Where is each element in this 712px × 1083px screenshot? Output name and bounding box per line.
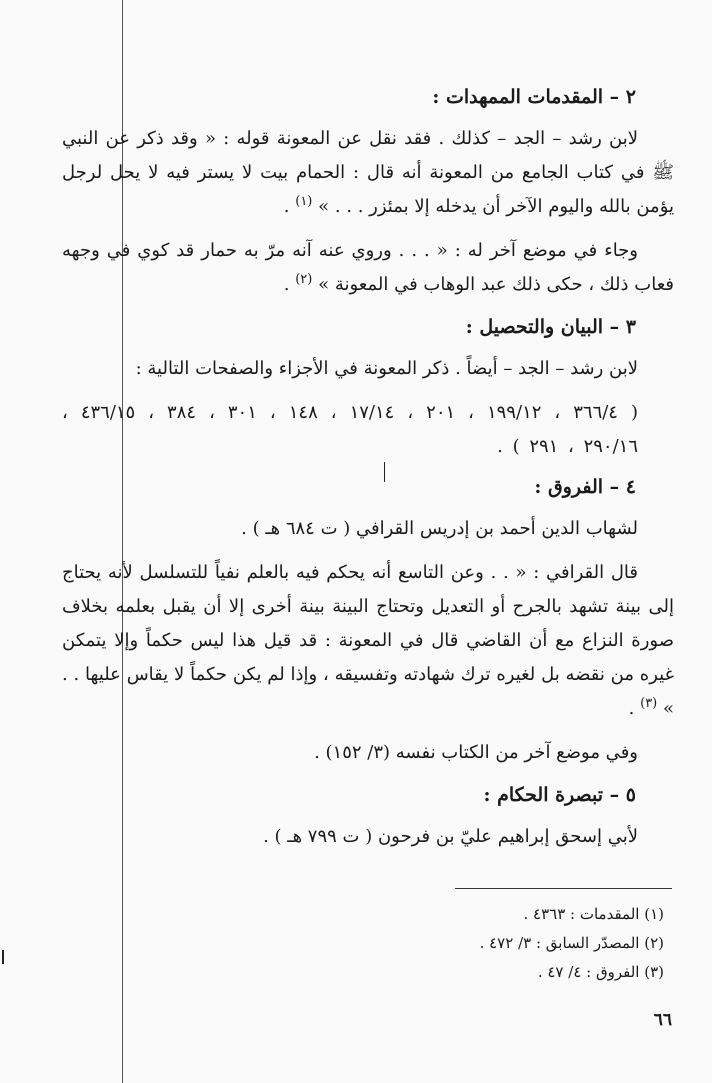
page-body [62,82,674,864]
footnote: (١) المقدمات : ٤٣٦٣ . [523,905,664,923]
footnote-ref: (٢) [295,272,313,287]
scan-speck [2,950,4,964]
paragraph: لابن رشد – الجد – كذلك . فقد نقل عن المعونة قوله : « وقد ذكر عن النبي ﷺ في كتاب الجامع من المعونة أنه قال : الحمام بيت لا يستر فيه لا يحل لرجل يؤمن بالله واليوم الآخر أن يدخله إلا بمئزر . . . » $^{(١)}$ . [62,128,674,217]
footnote: (٢) المصدّر السابق : ٣/ ٤٧٢ . [479,934,664,952]
paragraph: وجاء في موضع آخر له : « . . . وروي عنه آنه مرّ به حمار قد كوي في وجهه فعاب ذلك ، حكى ذلك عبد الوهاب في المعونة » $^{(٢)}$ . [62,240,674,295]
reference-list: ( ٣٦٦/٤ ، ١٩٩/١٢ ، ٢٠١ ، ١٧/١٤ ، ١٤٨ ، ٣٠١ ، ٣٨٤ ، ٤٣٦/١٥ ، ٢٩٠/١٦ ، ٢٩١ ) . [62,402,639,457]
paragraph: وفي موضع آخر من الكتاب نفسه (٣/ ١٥٢) . [314,742,638,763]
paragraph: لابن رشد – الجد – أيضاً . ذكر المعونة في الأجزاء والصفحات التالية : [135,358,638,379]
section-heading: ٢ – المقدمات الممهدات : [432,86,636,108]
section-heading: ٤ – الفروق : [534,476,636,498]
section-heading: ٥ – تبصرة الحكام : [483,784,636,806]
footnote-ref: (١) [295,194,313,209]
footnote-ref: (٣) [640,696,658,711]
paragraph: لشهاب الدين أحمد بن إدريس القرافي ( ت ٦٨٤ هـ ) . [241,518,638,539]
footnotes [300,900,672,987]
section-heading: ٣ – البيان والتحصيل : [465,316,636,338]
paragraph: قال القرافي : « . . وعن التاسع أنه يحكم فيه بالعلم نفياً للتسلسل لأنه يحتاج إلى بينة تشهد بالجرح أو التعديل وتحتاج البينة بينة أخرى إلا أن يقبل بعلمه بخلاف صورة النزاع مع أن القاضي قال في المعونة : قد قيل هذا ليس حكماً وإلا يتمكن غيره من نقضه بل لغيره ترك شهادته وتفسيقه ، وإذا لم يكن حكماً لا يقاس عليها . . » $^{(٣)}$ . [62,562,674,719]
paragraph: لأبي إسحق إبراهيم عليّ بن فرحون ( ت ٧٩٩ هـ ) . [263,826,638,847]
footnote-divider [455,888,672,889]
page-number: ٦٦ [653,1010,672,1030]
footnote: (٣) الفروق : ٤/ ٤٧ . [537,963,664,981]
